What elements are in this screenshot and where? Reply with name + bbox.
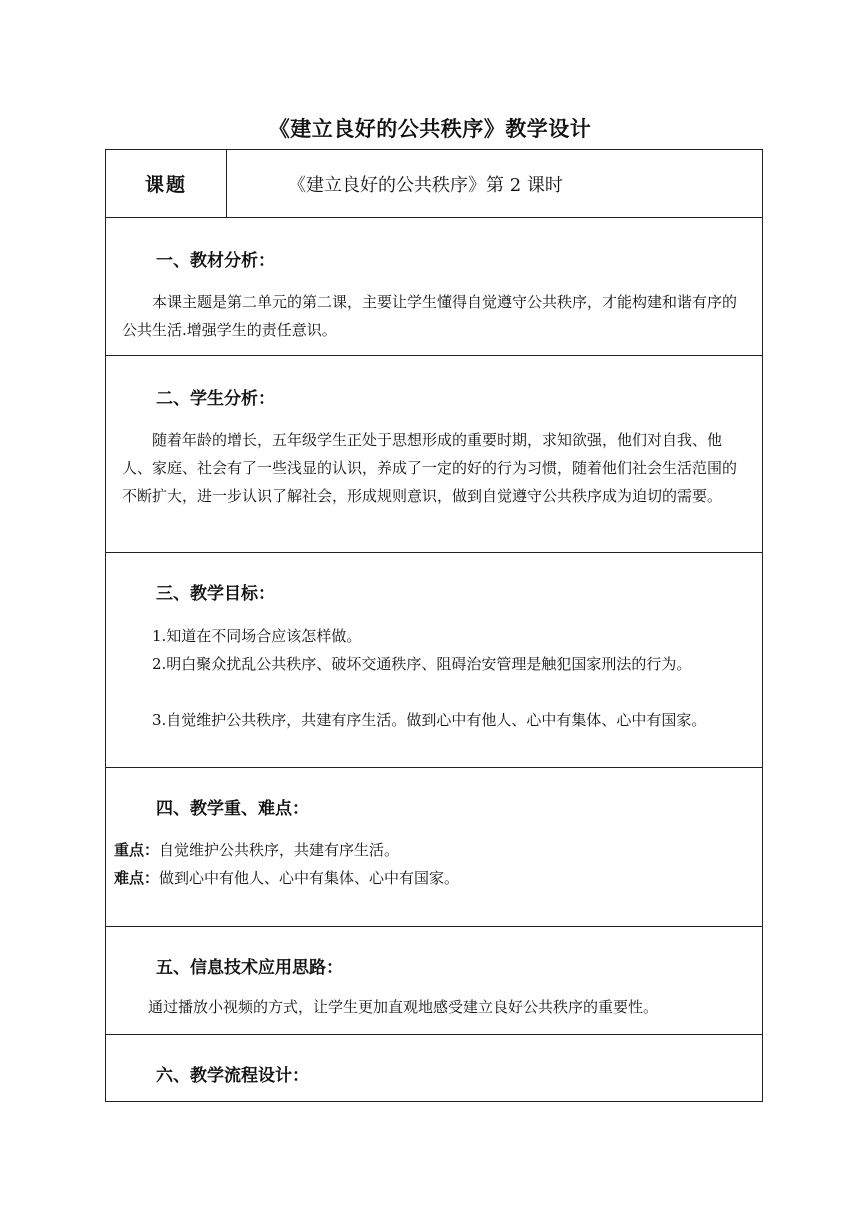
section-key-points <box>106 768 762 927</box>
goal-item: 3.自觉维护公共秩序，共建有序生活。做到心中有他人、心中有集体、心中有国家。 <box>152 711 707 729</box>
goal-item: 1.知道在不同场合应该怎样做。 <box>152 627 362 645</box>
section-student-analysis <box>106 356 762 553</box>
section-heading: 二、学生分析： <box>156 389 275 409</box>
key-point-text: 自觉维护公共秩序，共建有序生活。 <box>159 841 400 859</box>
difficult-point-line <box>114 864 459 892</box>
subject-row <box>106 150 762 218</box>
section-it-application <box>106 927 762 1035</box>
subject-value: 《建立良好的公共秩序》第 2 课时 <box>288 174 563 196</box>
lesson-plan-table <box>105 149 763 1102</box>
section-heading: 一、教材分析： <box>156 251 275 271</box>
section-heading: 四、教学重、难点： <box>156 799 309 819</box>
section-body: 通过播放小视频的方式，让学生更加直观地感受建立良好公共秩序的重要性。 <box>148 998 659 1016</box>
difficult-point-text: 做到心中有他人、心中有集体、心中有国家。 <box>159 869 460 887</box>
section-heading: 五、信息技术应用思路： <box>156 958 343 978</box>
section-heading: 六、教学流程设计： <box>156 1066 309 1086</box>
section-teaching-flow <box>106 1035 762 1101</box>
key-point-label: 重点： <box>114 841 160 859</box>
section-teaching-goals <box>106 553 762 768</box>
goal-item: 2.明白聚众扰乱公共秩序、破坏交通秩序、阻碍治安管理是触犯国家刑法的行为。 <box>152 655 692 673</box>
section-heading: 三、教学目标： <box>156 584 275 604</box>
section-textbook-analysis <box>106 218 762 356</box>
section-body: 随着年龄的增长，五年级学生正处于思想形成的重要时期，求知欲强，他们对自我、他人、家庭、社会有了一些浅显的认识，养成了一定的好的行为习惯，随着他们社会生活范围的不断扩大，进一步认识了解社会，形成规则意识，做到自觉遵守公共秩序成为迫切的需要。 <box>122 431 738 505</box>
key-point-line <box>114 836 399 864</box>
difficult-point-label: 难点： <box>114 869 160 887</box>
document-title: 《建立良好的公共秩序》教学设计 <box>268 117 592 141</box>
subject-label: 课题 <box>106 150 227 217</box>
section-body: 本课主题是第二单元的第二课，主要让学生懂得自觉遵守公共秩序，才能构建和谐有序的公共生活.增强学生的责任意识。 <box>122 293 738 339</box>
